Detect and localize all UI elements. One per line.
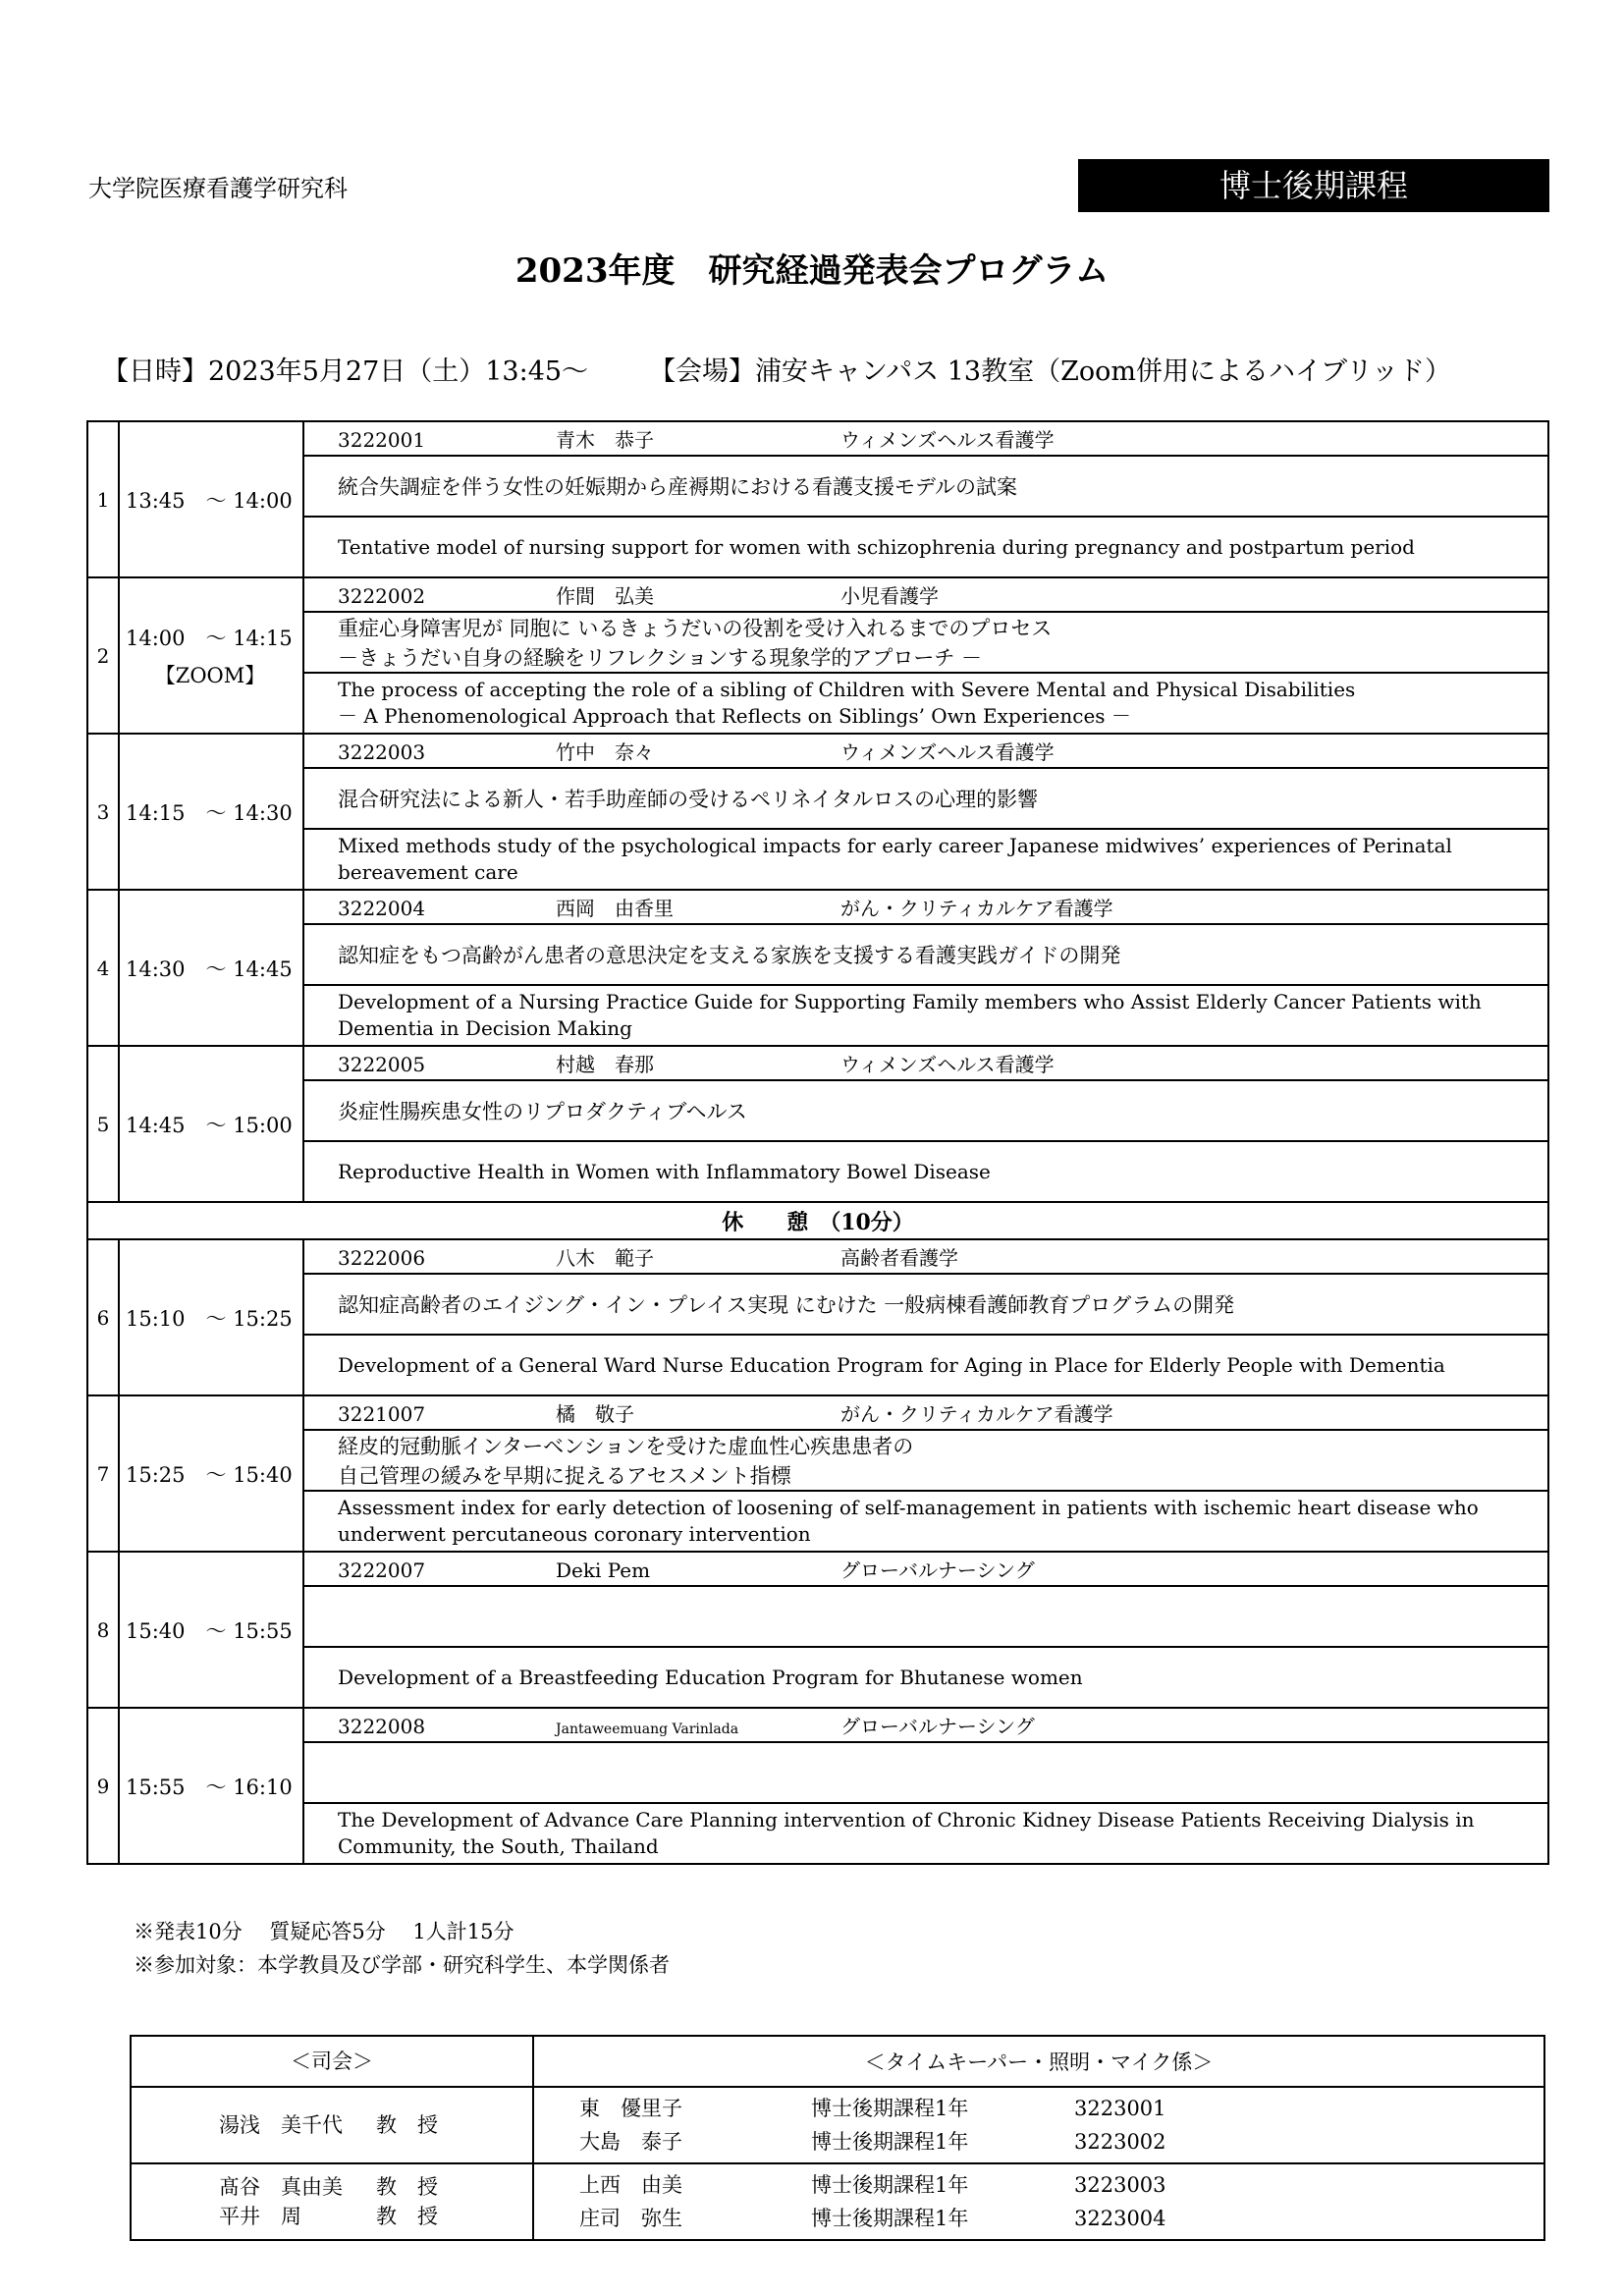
staff-table bbox=[130, 2035, 1545, 2241]
session-title-jp-row bbox=[87, 1080, 1548, 1141]
title-english bbox=[303, 1335, 1548, 1395]
session-title-jp-row bbox=[87, 924, 1548, 985]
mc-header: ＜司会＞ bbox=[131, 2036, 533, 2087]
session-title-jp-row bbox=[87, 1742, 1548, 1803]
page-title: 2023年度 研究経過発表会プログラム bbox=[514, 251, 1110, 291]
presenter-name: 竹中 奈々 bbox=[556, 740, 654, 764]
title-japanese bbox=[303, 1586, 1548, 1647]
session-time bbox=[119, 1239, 303, 1395]
title-jp-line: －きょうだい自身の経験をリフレクションする現象学的アプローチ － bbox=[338, 646, 982, 670]
student-id: 3222001 bbox=[338, 428, 426, 452]
session-row bbox=[87, 577, 1548, 612]
session-number: 7 bbox=[87, 1395, 119, 1552]
title-japanese bbox=[303, 768, 1548, 829]
session-row bbox=[87, 1239, 1548, 1274]
mc-person bbox=[132, 2172, 532, 2202]
title-jp-line: 経皮的冠動脈インターベンションを受けた虚血性心疾患患者の bbox=[338, 1435, 914, 1458]
title-en-line: Reproductive Health in Women with Inflammatory Bowel Disease bbox=[338, 1159, 991, 1183]
title-jp-line: 自己管理の緩みを早期に捉えるアセスメント指標 bbox=[338, 1464, 791, 1488]
mc-role: 教 授 bbox=[376, 2205, 438, 2228]
presenter-info bbox=[303, 421, 1548, 456]
title-jp-line: 統合失調症を伴う女性の妊娠期から産褥期における看護支援モデルの試案 bbox=[338, 475, 1017, 499]
research-field: ウィメンズヘルス看護学 bbox=[840, 740, 1055, 764]
time-range: 14:30 ～ 14:45 bbox=[126, 957, 293, 981]
mc-cell bbox=[131, 2163, 533, 2240]
title-japanese bbox=[303, 1742, 1548, 1803]
presenter-info bbox=[303, 890, 1548, 924]
session-row bbox=[87, 421, 1548, 456]
title-english bbox=[303, 1803, 1548, 1864]
timekeeper-program: 博士後期課程1年 bbox=[811, 2097, 969, 2120]
title-japanese bbox=[303, 1274, 1548, 1335]
session-title-jp-row bbox=[87, 612, 1548, 673]
title-english bbox=[303, 517, 1548, 577]
time-range: 15:40 ～ 15:55 bbox=[126, 1618, 293, 1643]
session-title-en-row bbox=[87, 1491, 1548, 1552]
session-title-jp-row bbox=[87, 1430, 1548, 1491]
title-japanese bbox=[303, 1080, 1548, 1141]
session-row bbox=[87, 734, 1548, 768]
session-number: 6 bbox=[87, 1239, 119, 1395]
student-id: 3222006 bbox=[338, 1246, 426, 1270]
presenter-info bbox=[303, 734, 1548, 768]
note-line: ※発表10分 質疑応答5分 1人計15分 bbox=[134, 1920, 514, 1943]
research-field: がん・クリティカルケア看護学 bbox=[840, 897, 1113, 920]
title-en-line: The Development of Advance Care Planning intervention of Chronic Kidney Disease Patients Receiving Dialysis in bbox=[338, 1808, 1475, 1831]
session-title-en-row bbox=[87, 1141, 1548, 1202]
title-jp-line: 炎症性腸疾患女性のリプロダクティブヘルス bbox=[338, 1100, 747, 1123]
title-en-line: Assessment index for early detection of loosening of self-management in patients with ischemic heart disease who bbox=[338, 1496, 1479, 1519]
session-title-jp-row bbox=[87, 768, 1548, 829]
timekeeper-person bbox=[579, 2202, 1543, 2235]
presenter-info bbox=[303, 1708, 1548, 1742]
session-title-en-row bbox=[87, 517, 1548, 577]
title-en-line: underwent percutaneous coronary intervention bbox=[338, 1522, 811, 1546]
title-en-line: Development of a Nursing Practice Guide for Supporting Family members who Assist Elderly Cancer Patients with bbox=[338, 990, 1482, 1013]
program-table bbox=[86, 420, 1549, 1865]
timekeeper-program: 博士後期課程1年 bbox=[811, 2207, 969, 2230]
session-title-en-row bbox=[87, 1647, 1548, 1708]
timekeeper-cell bbox=[533, 2163, 1544, 2240]
presenter-info bbox=[303, 1046, 1548, 1080]
title-en-line: Development of a General Ward Nurse Education Program for Aging in Place for Elderly People with Dementia bbox=[338, 1352, 1445, 1377]
title-en-line: － A Phenomenological Approach that Reflects on Siblings’ Own Experiences － bbox=[338, 704, 1131, 728]
session-title-en-row bbox=[87, 1335, 1548, 1395]
zoom-note: 【ZOOM】 bbox=[154, 663, 266, 687]
presenter-name: 橘 敬子 bbox=[556, 1402, 634, 1426]
event-info bbox=[102, 350, 1451, 388]
time-range: 14:45 ～ 15:00 bbox=[126, 1113, 293, 1137]
session-time bbox=[119, 734, 303, 890]
mc-person bbox=[132, 2110, 532, 2140]
session-time bbox=[119, 1552, 303, 1708]
presenter-name: 青木 恭子 bbox=[556, 428, 654, 452]
session-time bbox=[119, 890, 303, 1046]
mc-cell bbox=[131, 2087, 533, 2163]
session-number: 2 bbox=[87, 577, 119, 734]
presenter-name: 西岡 由香里 bbox=[556, 897, 674, 920]
session-time bbox=[119, 577, 303, 734]
title-japanese bbox=[303, 1430, 1548, 1491]
title-english bbox=[303, 1491, 1548, 1552]
research-field: グローバルナーシング bbox=[840, 1558, 1035, 1582]
title-en-line: Mixed methods study of the psychological impacts for early career Japanese midwives’ experiences of Perinatal bbox=[338, 834, 1452, 857]
session-row bbox=[87, 1708, 1548, 1742]
presenter-name: Deki Pem bbox=[556, 1558, 651, 1582]
title-en-line: bereavement care bbox=[338, 860, 518, 884]
session-row bbox=[87, 1046, 1548, 1080]
presenter-info bbox=[303, 1552, 1548, 1586]
title-english bbox=[303, 1647, 1548, 1708]
title-en-line: Dementia in Decision Making bbox=[338, 1016, 632, 1040]
research-field: ウィメンズヘルス看護学 bbox=[840, 428, 1055, 452]
presenter-name: 村越 春那 bbox=[556, 1053, 654, 1076]
program-badge: 博士後期課程 bbox=[1078, 159, 1549, 212]
timekeeper-name: 上西 由美 bbox=[579, 2173, 682, 2197]
student-id: 3222004 bbox=[338, 897, 426, 920]
session-title-en-row bbox=[87, 985, 1548, 1046]
timekeeper-header: ＜タイムキーパー・照明・マイク係＞ bbox=[533, 2036, 1544, 2087]
mc-name: 髙谷 真由美 bbox=[219, 2175, 343, 2199]
break-row bbox=[87, 1202, 1548, 1239]
staff-group-row bbox=[131, 2163, 1544, 2240]
presenter-name: 作間 弘美 bbox=[556, 584, 654, 608]
presenter-name: Jantaweemuang Varinlada bbox=[556, 1722, 739, 1737]
timekeeper-person bbox=[579, 2168, 1543, 2202]
session-row bbox=[87, 890, 1548, 924]
time-range: 13:45 ～ 14:00 bbox=[126, 488, 293, 513]
session-title-en-row bbox=[87, 1803, 1548, 1864]
session-title-jp-row bbox=[87, 456, 1548, 517]
title-jp-line: 重症心身障害児が 同胞に いるきょうだいの役割を受け入れるまでのプロセス bbox=[338, 617, 1053, 640]
session-time bbox=[119, 421, 303, 577]
title-japanese bbox=[303, 456, 1548, 517]
session-time bbox=[119, 1046, 303, 1202]
session-title-en-row bbox=[87, 829, 1548, 890]
department-name: 大学院医療看護学研究科 bbox=[88, 175, 348, 202]
mc-name: 平井 周 bbox=[219, 2205, 301, 2228]
presenter-info bbox=[303, 1239, 1548, 1274]
note-line: ※参加対象：本学教員及び学部・研究科学生、本学関係者 bbox=[134, 1953, 670, 1977]
student-id: 3222007 bbox=[338, 1558, 426, 1582]
session-row bbox=[87, 1552, 1548, 1586]
title-en-line: Development of a Breastfeeding Education Program for Bhutanese women bbox=[338, 1665, 1083, 1689]
time-range: 15:25 ～ 15:40 bbox=[126, 1462, 293, 1487]
mc-role: 教 授 bbox=[376, 2113, 438, 2137]
presenter-name: 八木 範子 bbox=[556, 1246, 654, 1270]
research-field: 小児看護学 bbox=[840, 584, 939, 608]
title-japanese bbox=[303, 924, 1548, 985]
title-english bbox=[303, 673, 1548, 734]
student-id: 3221007 bbox=[338, 1402, 426, 1426]
mc-person bbox=[132, 2202, 532, 2231]
timekeeper-name: 大島 泰子 bbox=[579, 2130, 682, 2154]
session-number: 3 bbox=[87, 734, 119, 890]
event-datetime: 【日時】2023年5月27日（土）13:45～ bbox=[102, 356, 589, 387]
timekeeper-person bbox=[579, 2092, 1543, 2125]
student-id: 3222002 bbox=[338, 584, 426, 608]
title-english bbox=[303, 1141, 1548, 1202]
timekeeper-program: 博士後期課程1年 bbox=[811, 2173, 969, 2197]
event-venue: 【会場】浦安キャンパス 13教室（Zoom併用によるハイブリッド） bbox=[649, 356, 1452, 387]
timekeeper-cell bbox=[533, 2087, 1544, 2163]
timekeeper-person bbox=[579, 2125, 1543, 2159]
title-en-line: The process of accepting the role of a sibling of Children with Severe Mental and Physical Disabilities bbox=[338, 678, 1356, 701]
session-time bbox=[119, 1708, 303, 1864]
title-english bbox=[303, 829, 1548, 890]
title-en-line: Community, the South, Thailand bbox=[338, 1834, 659, 1858]
research-field: グローバルナーシング bbox=[840, 1715, 1035, 1738]
staff-group-row bbox=[131, 2087, 1544, 2163]
research-field: ウィメンズヘルス看護学 bbox=[840, 1053, 1055, 1076]
timekeeper-id: 3223001 bbox=[1074, 2097, 1166, 2120]
mc-role: 教 授 bbox=[376, 2175, 438, 2199]
session-title-jp-row bbox=[87, 1274, 1548, 1335]
research-field: がん・クリティカルケア看護学 bbox=[840, 1402, 1113, 1426]
session-number: 4 bbox=[87, 890, 119, 1046]
time-range: 14:15 ～ 14:30 bbox=[126, 800, 293, 825]
session-title-jp-row bbox=[87, 1586, 1548, 1647]
session-title-en-row bbox=[87, 673, 1548, 734]
session-row bbox=[87, 1395, 1548, 1430]
timekeeper-id: 3223002 bbox=[1074, 2130, 1166, 2154]
student-id: 3222005 bbox=[338, 1053, 426, 1076]
break-label: 休 憩 （10分） bbox=[87, 1202, 1548, 1239]
session-number: 1 bbox=[87, 421, 119, 577]
session-time bbox=[119, 1395, 303, 1552]
title-japanese bbox=[303, 612, 1548, 673]
title-english bbox=[303, 985, 1548, 1046]
title-jp-line: 認知症高齢者のエイジング・イン・プレイス実現 にむけた 一般病棟看護師教育プログラムの開発 bbox=[338, 1293, 1235, 1317]
time-range: 15:55 ～ 16:10 bbox=[126, 1775, 293, 1799]
student-id: 3222003 bbox=[338, 740, 426, 764]
presenter-info bbox=[303, 577, 1548, 612]
notes bbox=[134, 1915, 670, 1982]
time-range: 14:00 ～ 14:15 bbox=[126, 626, 293, 650]
timekeeper-id: 3223004 bbox=[1074, 2207, 1166, 2230]
session-number: 8 bbox=[87, 1552, 119, 1708]
title-en-line: Tentative model of nursing support for women with schizophrenia during pregnancy and postpartum period bbox=[338, 534, 1415, 559]
timekeeper-id: 3223003 bbox=[1074, 2173, 1166, 2197]
session-number: 9 bbox=[87, 1708, 119, 1864]
mc-name: 湯浅 美千代 bbox=[219, 2113, 343, 2137]
title-jp-line: 混合研究法による新人・若手助産師の受けるペリネイタルロスの心理的影響 bbox=[338, 788, 1039, 811]
title-jp-line: 認知症をもつ高齢がん患者の意思決定を支える家族を支援する看護実践ガイドの開発 bbox=[338, 944, 1121, 967]
session-number: 5 bbox=[87, 1046, 119, 1202]
research-field: 高齢者看護学 bbox=[840, 1246, 958, 1270]
presenter-info bbox=[303, 1395, 1548, 1430]
time-range: 15:10 ～ 15:25 bbox=[126, 1306, 293, 1331]
timekeeper-name: 庄司 弥生 bbox=[579, 2207, 682, 2230]
timekeeper-program: 博士後期課程1年 bbox=[811, 2130, 969, 2154]
student-id: 3222008 bbox=[338, 1715, 426, 1738]
timekeeper-name: 東 優里子 bbox=[579, 2097, 682, 2120]
